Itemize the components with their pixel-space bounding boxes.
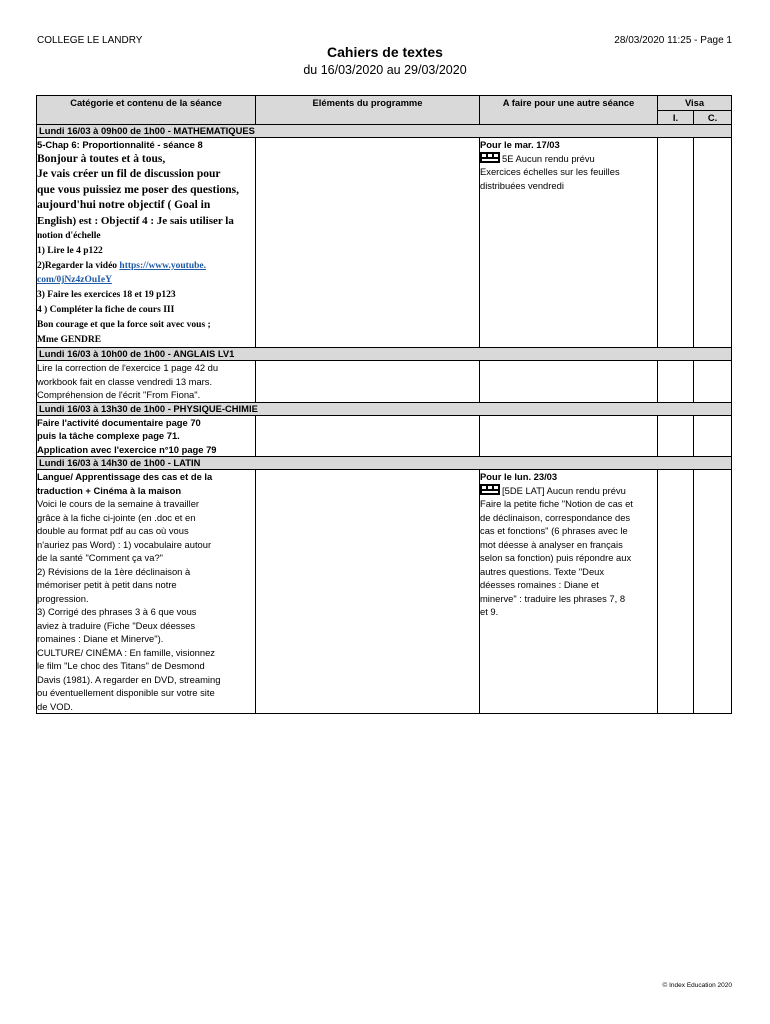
class-tag: 5E xyxy=(502,152,514,164)
visa-i-cell xyxy=(658,415,694,457)
session-heading: Lundi 16/03 à 10h00 de 1h00 - ANGLAIS LV1 xyxy=(37,348,732,361)
session-content: Faire l'activité documentaire page 70 puis la tâche complexe page 71. Application avec l'exercice n°10 page 79 xyxy=(37,415,256,457)
date-range: du 16/03/2020 au 29/03/2020 xyxy=(303,63,467,77)
visa-c-cell xyxy=(694,138,732,348)
visa-i-cell xyxy=(658,470,694,714)
programme-cell xyxy=(256,138,480,348)
col-header-visa-c: C. xyxy=(694,110,732,125)
todo-cell xyxy=(480,415,658,457)
whiteboard-icon xyxy=(480,484,500,495)
table-row xyxy=(37,415,732,457)
programme-cell xyxy=(256,415,480,457)
session-content: 5-Chap 6: Proportionnalité - séance 8 Bonjour à toutes et à tous, Je vais créer un fil de discussion pour que vous puissiez me poser des questions, aujourd'hui notre objectif ( Goal in English) est : Objectif 4 : Je sais utiliser la notion d'échelle 1) Lire le 4 p122 2)Regarder la vidéo https://www.youtube. com/0jNz4zOuIeY 3) Faire les exercices 18 et 19 p123 4 ) Compléter la fiche de cours III Bon courage et que la force soit avec vous ; Mme GENDRE xyxy=(37,138,256,348)
session-heading: Lundi 16/03 à 09h00 de 1h00 - MATHEMATIQUES xyxy=(37,125,732,138)
table-row xyxy=(37,361,732,403)
visa-c-cell xyxy=(694,361,732,403)
visa-c-cell xyxy=(694,415,732,457)
visa-c-cell xyxy=(694,470,732,714)
youtube-link-cont[interactable]: com/0jNz4zOuIeY xyxy=(37,275,112,286)
session-heading: Lundi 16/03 à 14h30 de 1h00 - LATIN xyxy=(37,457,732,470)
todo-cell xyxy=(480,361,658,403)
col-header-todo: A faire pour une autre séance xyxy=(480,96,658,125)
programme-cell xyxy=(256,470,480,714)
print-date-page: 28/03/2020 11:25 - Page 1 xyxy=(614,35,732,46)
homework-table xyxy=(36,95,732,714)
visa-i-cell xyxy=(658,361,694,403)
copyright-footer: © Index Education 2020 xyxy=(662,982,732,989)
status-text: Aucun rendu prévu xyxy=(513,152,595,164)
programme-cell xyxy=(256,361,480,403)
todo-cell: Pour le mar. 17/03 5E Aucun rendu prévu Exercices échelles sur les feuilles distribuées vendredi xyxy=(480,138,658,348)
visa-i-cell xyxy=(658,138,694,348)
col-header-programme: Eléments du programme xyxy=(256,96,480,125)
table-row xyxy=(37,470,732,714)
todo-cell: Pour le lun. 23/03 [5DE LAT] Aucun rendu prévu Faire la petite fiche "Notion de cas et de déclinaison, correspondance des cas et fonctions" (6 phrases avec le mot déesse à analyser en français selon sa fonction) puis répondre aux autres questions. Texte "Deux déesses romaines : Diane et minerve" : traduire les phrases 7, 8 et 9. xyxy=(480,470,658,714)
col-header-visa-i: I. xyxy=(658,110,694,125)
table-row xyxy=(37,138,732,348)
col-header-category: Catégorie et contenu de la séance xyxy=(37,96,256,125)
whiteboard-icon xyxy=(480,152,500,163)
school-name: COLLEGE LE LANDRY xyxy=(37,35,143,46)
status-text: Aucun rendu prévu xyxy=(544,484,626,496)
session-content: Lire la correction de l'exercice 1 page 42 du workbook fait en classe vendredi 13 mars. Compréhension de l'écrit "From Fiona". xyxy=(37,361,256,403)
class-tag: [5DE LAT] xyxy=(502,484,545,496)
col-header-visa: Visa xyxy=(658,96,732,111)
page-title: Cahiers de textes xyxy=(327,44,443,60)
session-content: Langue/ Apprentissage des cas et de la traduction + Cinéma à la maison Voici le cours de la semaine à travailler grâce à la fiche ci-jointe (en .doc et en double au format pdf au cas où vous n'auriez pas Word) : 1) vocabulaire autour de la santé "Comment ça va?" 2) Révisions de la 1ère déclinaison à mémoriser petit à petit dans notre progression. 3) Corrigé des phrases 3 à 6 que vous aviez à traduire (Fiche "Deux déesses romaines : Diane et Minerve"). CULTURE/ CINÉMA : En famille, visionnez le film "Le choc des Titans" de Desmond Davis (1981). A regarder en DVD, streaming ou éventuellement disponible sur votre site de VOD. xyxy=(37,470,256,714)
youtube-link[interactable]: https://www.youtube. xyxy=(119,260,206,271)
session-heading: Lundi 16/03 à 13h30 de 1h00 - PHYSIQUE-CHIMIE xyxy=(37,402,732,415)
